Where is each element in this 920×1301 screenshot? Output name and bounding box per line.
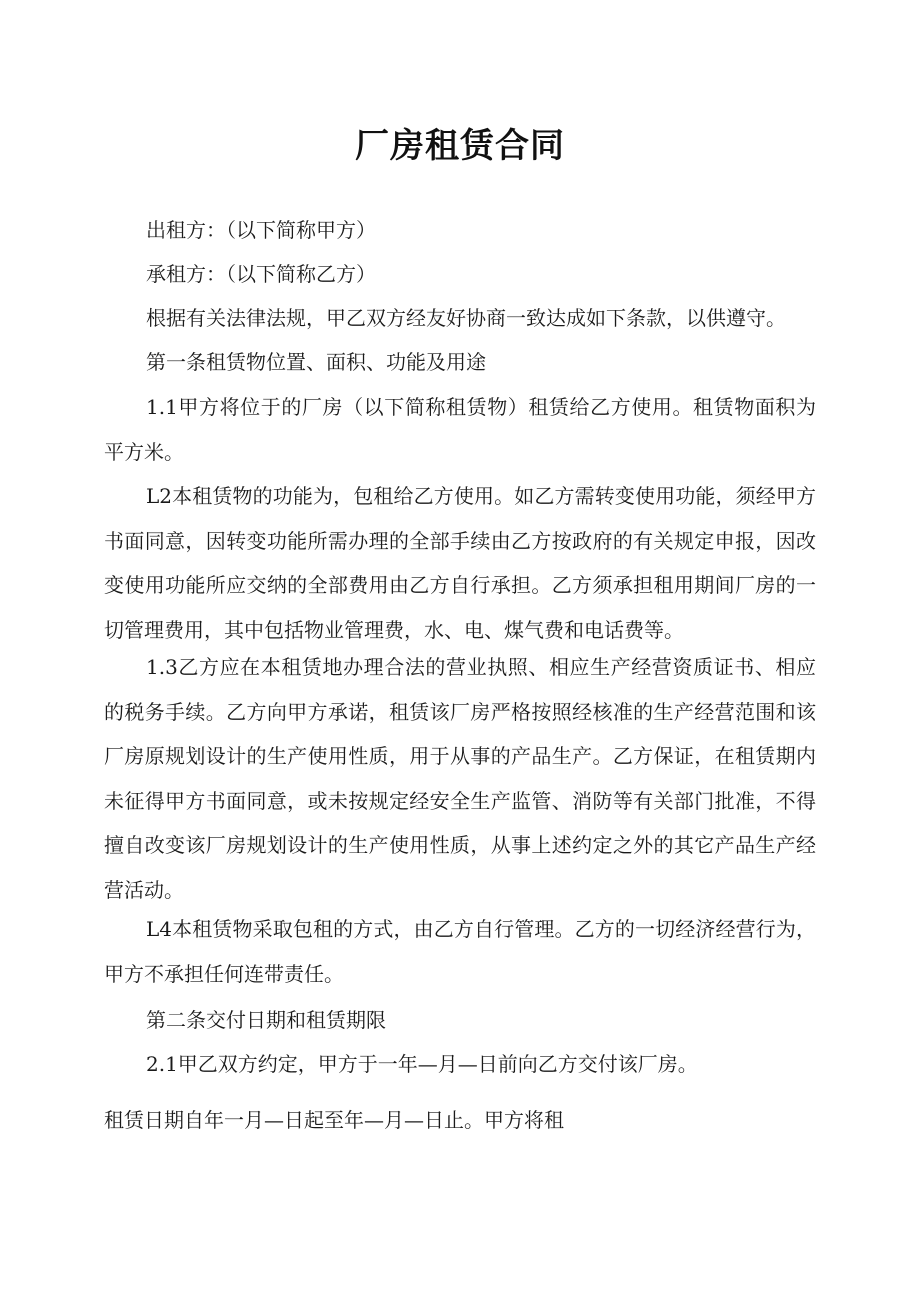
article-1-heading: 第一条租赁物位置、面积、功能及用途 <box>146 350 486 374</box>
clause-1-3: 1.3乙方应在本租赁地办理合法的营业执照、相应生产经营资质证书、相应的税务手续。乙方向甲方承诺，租赁该厂房严格按照经核准的生产经营范围和该厂房原规划设计的生产使用性质，用于从事的产品生产。乙方保证，在租赁期内未征得甲方书面同意，或未按规定经安全生产监管、消防等有关部门批准，不得擅自改变该厂房规划设计的生产使用性质，从事上述约定之外的其它产品生产经营活动。 <box>104 655 816 902</box>
article-2-heading: 第二条交付日期和租赁期限 <box>146 1008 386 1032</box>
lessor-line: 出租方：（以下简称甲方） <box>146 218 376 242</box>
clause-2-1: 2.1甲乙双方约定，甲方于一年—月—日前向乙方交付该厂房。 <box>146 1052 698 1076</box>
clause-1-2: L2本租赁物的功能为，包租给乙方使用。如乙方需转变使用功能，须经甲方书面同意，因转变功能所需办理的全部手续由乙方按政府的有关规定申报，因改变使用功能所应交纳的全部费用由乙方自行承担。乙方须承担租用期间厂房的一切管理费用，其中包括物业管理费，水、电、煤气费和电话费等。 <box>104 484 816 642</box>
clause-1-4: L4本租赁物采取包租的方式，由乙方自行管理。乙方的一切经济经营行为，甲方不承担任何连带责任。 <box>104 917 816 986</box>
preamble-paragraph: 根据有关法律法规，甲乙双方经友好协商一致达成如下条款，以供遵守。 <box>146 306 786 330</box>
lease-period-line: 租赁日期自年一月—日起至年—月—日止。甲方将租 <box>104 1108 564 1132</box>
document-title: 厂房租赁合同 <box>355 126 565 166</box>
clause-1-1: 1.1甲方将位于的厂房（以下简称租赁物）租赁给乙方使用。租赁物面积为平方米。 <box>104 395 816 464</box>
lessee-line: 承租方：（以下简称乙方） <box>146 262 376 286</box>
